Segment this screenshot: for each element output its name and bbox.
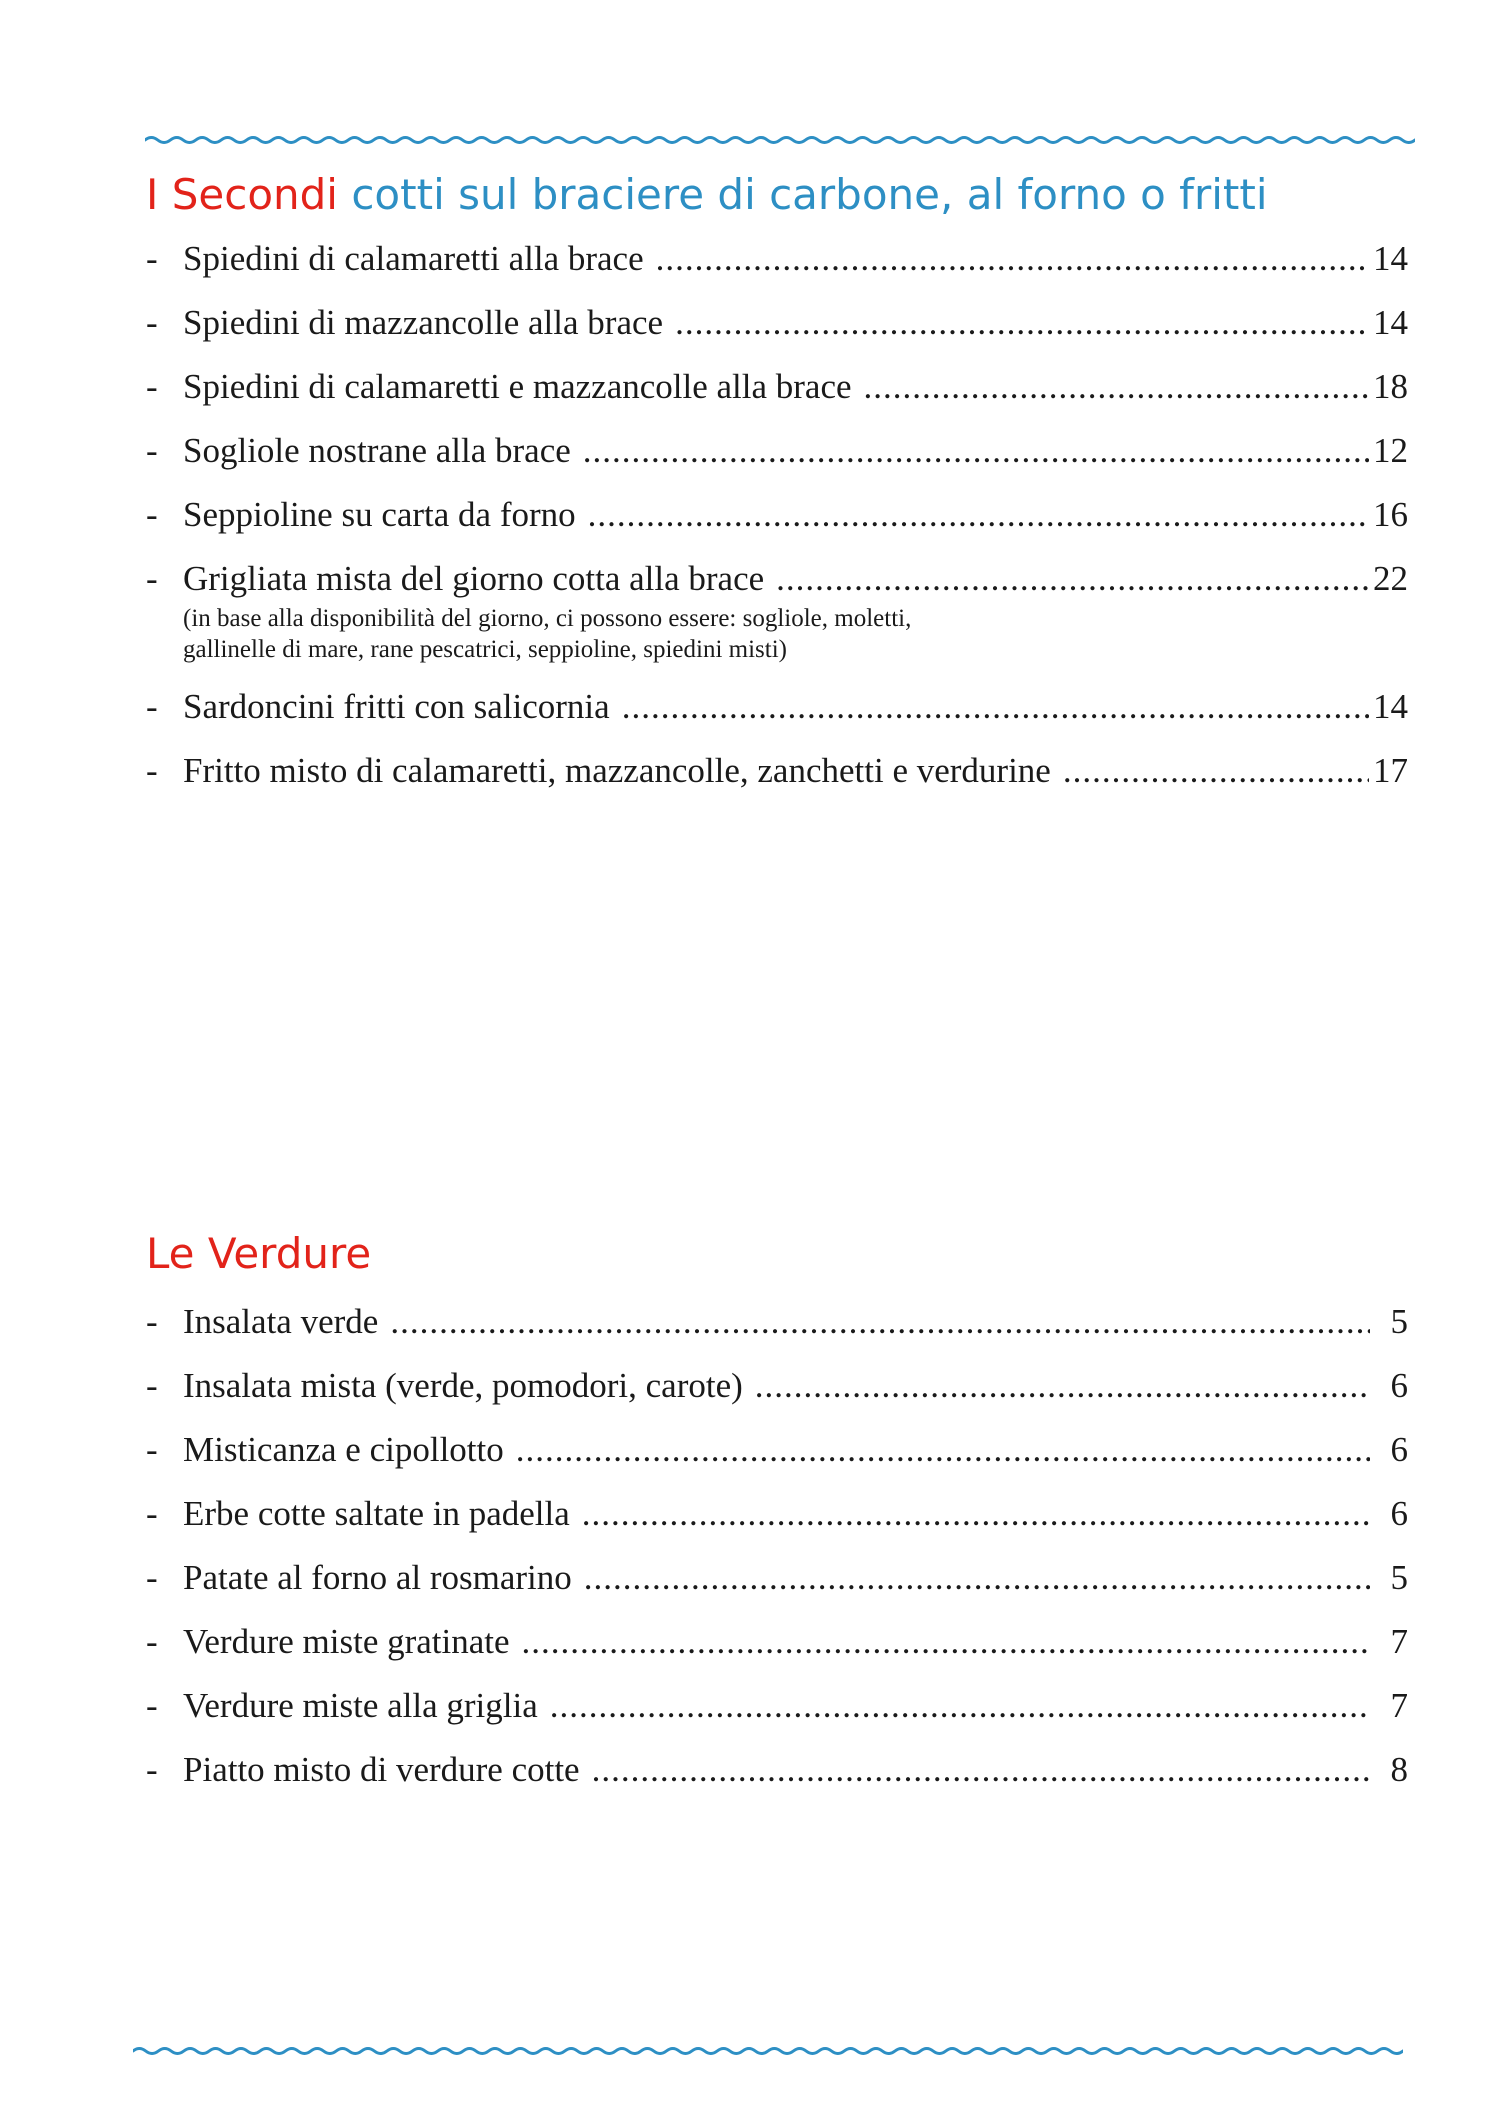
dot-leader xyxy=(390,1299,1370,1345)
dot-leader xyxy=(516,1427,1370,1473)
dish-name: Sardoncini fritti con salicornia xyxy=(183,687,610,726)
dish-name: Piatto misto di verdure cotte xyxy=(183,1750,580,1789)
dish-price: 6 xyxy=(1390,1366,1408,1405)
menu-list-verdure xyxy=(146,1299,1408,1811)
dot-leader xyxy=(588,492,1369,538)
dish-name: Insalata verde xyxy=(183,1302,379,1341)
wave-line xyxy=(133,2049,1403,2054)
menu-item xyxy=(146,1683,1408,1747)
bullet-dash: - xyxy=(146,303,158,342)
dish-name: Fritto misto di calamaretti, mazzancolle, zanchetti e verdurine xyxy=(183,751,1051,790)
bullet-dash: - xyxy=(146,1558,158,1597)
dish-name: Verdure miste alla griglia xyxy=(183,1686,538,1725)
menu-item xyxy=(146,684,1408,748)
section-title-verdure xyxy=(146,1229,371,1279)
menu-item xyxy=(146,1555,1408,1619)
dish-price: 22 xyxy=(1373,559,1408,598)
dish-name: Insalata mista (verde, pomodori, carote) xyxy=(183,1366,743,1405)
dot-leader xyxy=(583,428,1369,474)
section-title-secondi-subtitle: cotti sul braciere di carbone, al forno o fritti xyxy=(351,170,1268,219)
dish-name: Erbe cotte saltate in padella xyxy=(183,1494,570,1533)
dish-price: 12 xyxy=(1373,431,1408,470)
bullet-dash: - xyxy=(146,751,158,790)
dish-price: 6 xyxy=(1390,1430,1408,1469)
bullet-dash: - xyxy=(146,1366,158,1405)
menu-item xyxy=(146,1427,1408,1491)
dish-price: 17 xyxy=(1373,751,1408,790)
dot-leader xyxy=(755,1363,1370,1409)
dot-leader xyxy=(592,1747,1370,1793)
dish-name: Grigliata mista del giorno cotta alla brace xyxy=(183,559,765,598)
dish-price: 16 xyxy=(1373,495,1408,534)
menu-item xyxy=(146,300,1408,364)
bullet-dash: - xyxy=(146,1302,158,1341)
menu-item xyxy=(146,1299,1408,1363)
wave-line xyxy=(145,138,1415,143)
wavy-divider-bottom xyxy=(133,2043,1403,2059)
menu-item xyxy=(146,428,1408,492)
dot-leader xyxy=(656,236,1369,282)
dish-name: Misticanza e cipollotto xyxy=(183,1430,504,1469)
dot-leader xyxy=(584,1555,1370,1601)
dish-name: Sogliole nostrane alla brace xyxy=(183,431,571,470)
bullet-dash: - xyxy=(146,1430,158,1469)
bullet-dash: - xyxy=(146,1750,158,1789)
menu-item xyxy=(146,1491,1408,1555)
bullet-dash: - xyxy=(146,687,158,726)
dot-leader xyxy=(622,684,1369,730)
dot-leader xyxy=(1063,748,1369,794)
menu-item xyxy=(146,748,1408,812)
dish-price: 14 xyxy=(1373,687,1408,726)
section-title-verdure-main: Le Verdure xyxy=(146,1229,372,1278)
dish-price: 14 xyxy=(1373,303,1408,342)
menu-list-secondi xyxy=(146,236,1408,812)
menu-item xyxy=(146,236,1408,300)
bullet-dash: - xyxy=(146,1686,158,1725)
bullet-dash: - xyxy=(146,559,158,598)
dish-price: 5 xyxy=(1390,1302,1408,1341)
dish-price: 5 xyxy=(1390,1558,1408,1597)
menu-item xyxy=(146,556,1408,684)
dish-note-line: gallinelle di mare, rane pescatrici, seppioline, spiedini misti) xyxy=(183,636,787,663)
dish-name: Seppioline su carta da forno xyxy=(183,495,576,534)
bullet-dash: - xyxy=(146,239,158,278)
dish-price: 14 xyxy=(1373,239,1408,278)
dot-leader xyxy=(675,300,1369,346)
dish-note-line: (in base alla disponibilità del giorno, ci possono essere: sogliole, moletti, xyxy=(183,605,912,632)
section-title-secondi xyxy=(146,170,1268,220)
menu-item xyxy=(146,364,1408,428)
dot-leader xyxy=(776,556,1369,602)
dish-price: 6 xyxy=(1390,1494,1408,1533)
dish-note xyxy=(183,603,1408,665)
dish-price: 7 xyxy=(1390,1686,1408,1725)
section-title-secondi-main: I Secondi xyxy=(146,170,338,219)
bullet-dash: - xyxy=(146,495,158,534)
bullet-dash: - xyxy=(146,431,158,470)
bullet-dash: - xyxy=(146,1622,158,1661)
dot-leader xyxy=(522,1619,1370,1665)
bullet-dash: - xyxy=(146,367,158,406)
menu-item xyxy=(146,1619,1408,1683)
dish-name: Patate al forno al rosmarino xyxy=(183,1558,572,1597)
dish-name: Spiedini di calamaretti e mazzancolle alla brace xyxy=(183,367,852,406)
dish-name: Verdure miste gratinate xyxy=(183,1622,510,1661)
dot-leader xyxy=(550,1683,1370,1729)
dish-price: 7 xyxy=(1390,1622,1408,1661)
dish-name: Spiedini di calamaretti alla brace xyxy=(183,239,644,278)
dish-price: 18 xyxy=(1373,367,1408,406)
menu-item xyxy=(146,1747,1408,1811)
wavy-divider-top xyxy=(145,132,1415,148)
dish-price: 8 xyxy=(1390,1750,1408,1789)
menu-item xyxy=(146,492,1408,556)
menu-item xyxy=(146,1363,1408,1427)
dot-leader xyxy=(582,1491,1370,1537)
dish-name: Spiedini di mazzancolle alla brace xyxy=(183,303,664,342)
bullet-dash: - xyxy=(146,1494,158,1533)
dot-leader xyxy=(864,364,1369,410)
